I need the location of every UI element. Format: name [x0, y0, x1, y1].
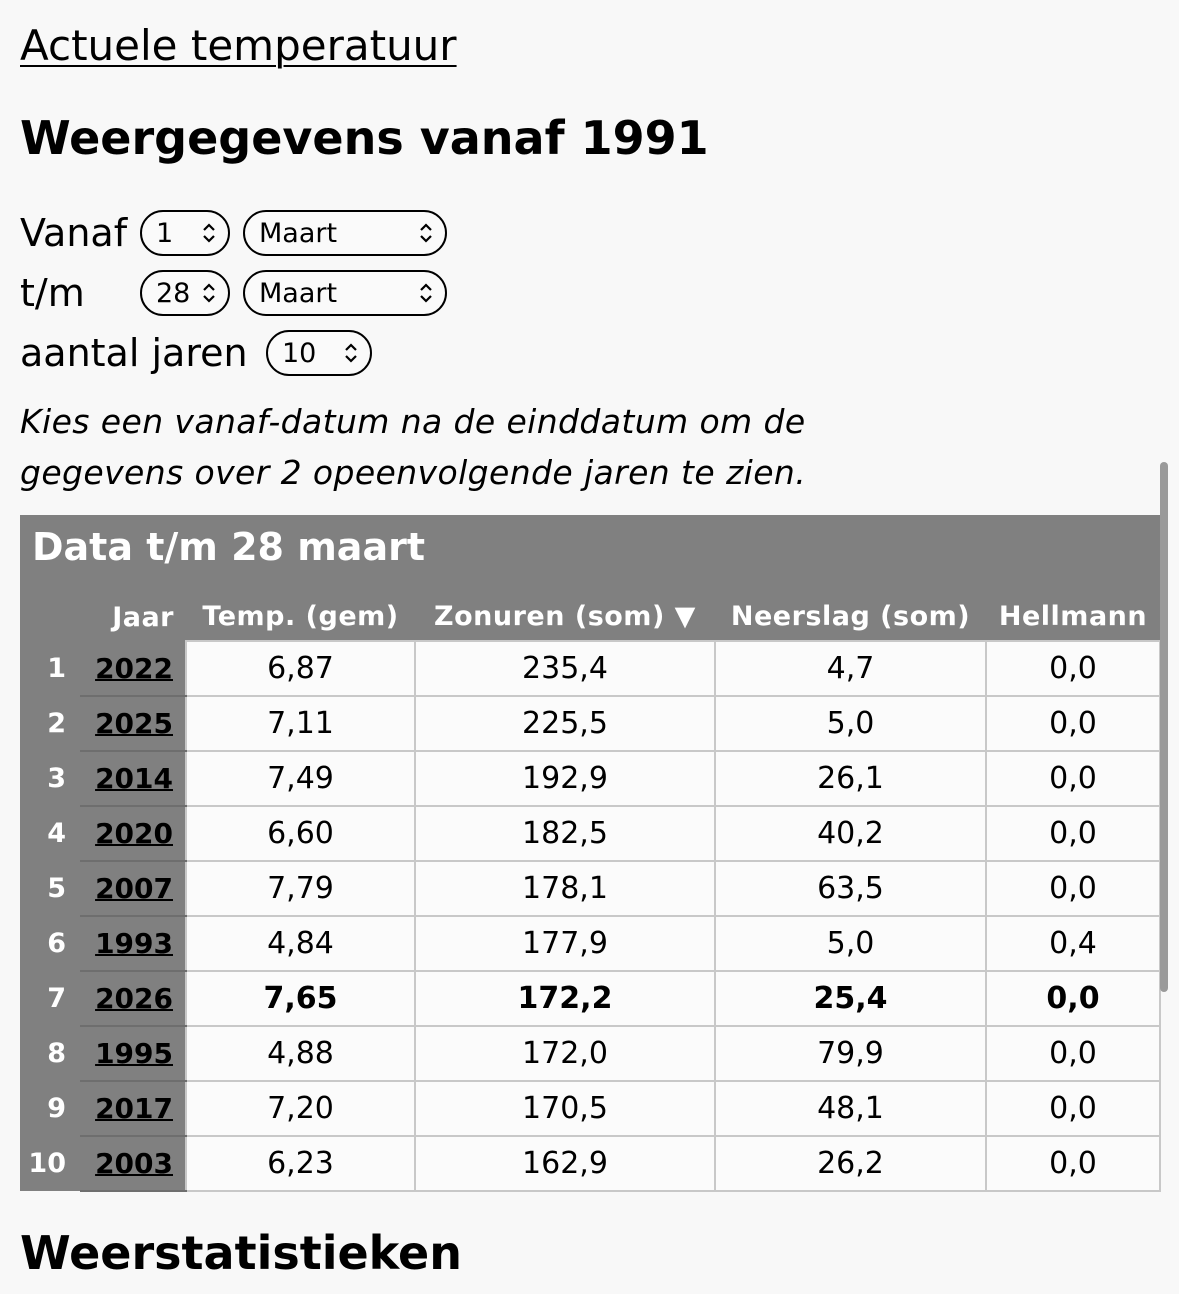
row-sun: 182,5	[415, 806, 715, 861]
chevron-updown-icon	[344, 341, 358, 365]
table-row	[20, 1026, 1160, 1081]
chevron-updown-icon	[202, 281, 216, 305]
year-link[interactable]: 2007	[95, 872, 173, 905]
row-temp: 6,87	[186, 641, 415, 696]
row-hellmann: 0,0	[986, 696, 1160, 751]
row-temp: 4,84	[186, 916, 415, 971]
row-hellmann: 0,4	[986, 916, 1160, 971]
year-link[interactable]: 2020	[95, 817, 173, 850]
table-row	[20, 806, 1160, 861]
year-link[interactable]: 2026	[95, 982, 173, 1015]
row-rain: 5,0	[715, 916, 986, 971]
row-hellmann: 0,0	[986, 1081, 1160, 1136]
year-link[interactable]: 1993	[95, 927, 173, 960]
weather-table	[20, 593, 1161, 1192]
row-sun: 172,2	[415, 971, 715, 1026]
instruction-note: Kies een vanaf-datum na de einddatum om de gegevens over 2 opeenvolgende jaren te zien.	[20, 402, 807, 492]
row-sun: 192,9	[415, 751, 715, 806]
year-link[interactable]: 2022	[95, 651, 173, 685]
table-row	[20, 696, 1160, 751]
row-rain: 63,5	[715, 861, 986, 916]
row-sun: 170,5	[415, 1081, 715, 1136]
row-rank: 8	[20, 1026, 80, 1081]
row-sun: 178,1	[415, 861, 715, 916]
row-rank: 7	[20, 971, 80, 1026]
to-row	[20, 268, 460, 318]
row-hellmann: 0,0	[986, 1136, 1160, 1191]
chevron-updown-icon	[419, 281, 433, 305]
row-rain: 48,1	[715, 1081, 986, 1136]
table-row	[20, 1136, 1160, 1191]
scrollbar[interactable]	[1160, 462, 1168, 992]
row-year-cell	[80, 971, 186, 1026]
row-temp: 7,65	[186, 971, 415, 1026]
row-rank: 6	[20, 916, 80, 971]
row-rank: 1	[20, 641, 80, 696]
row-year-cell	[80, 806, 186, 861]
table-row	[20, 641, 1160, 696]
year-link[interactable]: 2017	[95, 1092, 173, 1125]
col-rank	[20, 593, 80, 641]
row-rank: 10	[20, 1136, 80, 1191]
row-rain: 40,2	[715, 806, 986, 861]
row-year-cell	[80, 1026, 186, 1081]
to-day-value: 28	[156, 277, 191, 309]
from-row	[20, 208, 460, 258]
year-link[interactable]: 2003	[95, 1147, 173, 1180]
from-day-select[interactable]	[140, 210, 230, 256]
table-caption: Data t/m 28 maart	[20, 515, 1160, 593]
row-year-cell	[80, 916, 186, 971]
row-hellmann: 0,0	[986, 641, 1160, 696]
row-temp: 7,79	[186, 861, 415, 916]
row-rank: 4	[20, 806, 80, 861]
row-hellmann: 0,0	[986, 971, 1160, 1026]
table-row	[20, 916, 1160, 971]
row-hellmann: 0,0	[986, 1026, 1160, 1081]
row-sun: 162,9	[415, 1136, 715, 1191]
from-month-select[interactable]	[243, 210, 447, 256]
to-month-value: Maart	[259, 277, 338, 309]
years-row	[20, 328, 380, 378]
col-sun[interactable]: Zonuren (som) ▼	[415, 593, 715, 641]
row-rain: 4,7	[715, 641, 986, 696]
row-rain: 79,9	[715, 1026, 986, 1081]
col-temp[interactable]: Temp. (gem)	[186, 593, 415, 641]
table-row	[20, 971, 1160, 1026]
row-year-cell	[80, 641, 186, 696]
row-rank: 3	[20, 751, 80, 806]
row-hellmann: 0,0	[986, 861, 1160, 916]
row-year-cell	[80, 696, 186, 751]
years-label: aantal jaren	[20, 331, 248, 375]
table-row	[20, 861, 1160, 916]
row-year-cell	[80, 751, 186, 806]
chevron-updown-icon	[419, 221, 433, 245]
from-label: Vanaf	[20, 211, 128, 255]
weather-table-container	[20, 515, 1160, 1192]
row-rain: 26,2	[715, 1136, 986, 1191]
from-month-value: Maart	[259, 217, 338, 249]
row-temp: 4,88	[186, 1026, 415, 1081]
year-link[interactable]: 2014	[95, 762, 173, 795]
year-link[interactable]: 1995	[95, 1037, 173, 1070]
to-day-select[interactable]	[140, 270, 230, 316]
years-select[interactable]	[266, 330, 372, 376]
row-year-cell	[80, 861, 186, 916]
row-temp: 7,11	[186, 696, 415, 751]
row-temp: 6,60	[186, 806, 415, 861]
page-title: Weergegevens vanaf 1991	[20, 111, 709, 165]
row-rain: 5,0	[715, 696, 986, 751]
row-hellmann: 0,0	[986, 806, 1160, 861]
table-header-row	[20, 593, 1160, 641]
row-rain: 26,1	[715, 751, 986, 806]
to-month-select[interactable]	[243, 270, 447, 316]
to-label: t/m	[20, 271, 85, 315]
table-row	[20, 751, 1160, 806]
row-sun: 172,0	[415, 1026, 715, 1081]
col-year[interactable]: Jaar	[80, 593, 186, 641]
from-day-value: 1	[156, 217, 174, 249]
chevron-updown-icon	[202, 221, 216, 245]
years-value: 10	[282, 337, 317, 369]
row-temp: 7,20	[186, 1081, 415, 1136]
col-hellmann[interactable]: Hellmann	[986, 593, 1160, 641]
row-temp: 7,49	[186, 751, 415, 806]
row-sun: 225,5	[415, 696, 715, 751]
row-year-cell	[80, 1081, 186, 1136]
year-link[interactable]: 2025	[95, 707, 173, 740]
row-rain: 25,4	[715, 971, 986, 1026]
col-rain[interactable]: Neerslag (som)	[715, 593, 986, 641]
row-temp: 6,23	[186, 1136, 415, 1191]
row-sun: 177,9	[415, 916, 715, 971]
row-rank: 2	[20, 696, 80, 751]
table-row	[20, 1081, 1160, 1136]
row-rank: 5	[20, 861, 80, 916]
statistics-heading: Weerstatistieken	[20, 1226, 462, 1280]
row-sun: 235,4	[415, 641, 715, 696]
row-hellmann: 0,0	[986, 751, 1160, 806]
row-year-cell	[80, 1136, 186, 1191]
row-rank: 9	[20, 1081, 80, 1136]
current-temperature-link[interactable]: Actuele temperatuur	[20, 21, 457, 70]
